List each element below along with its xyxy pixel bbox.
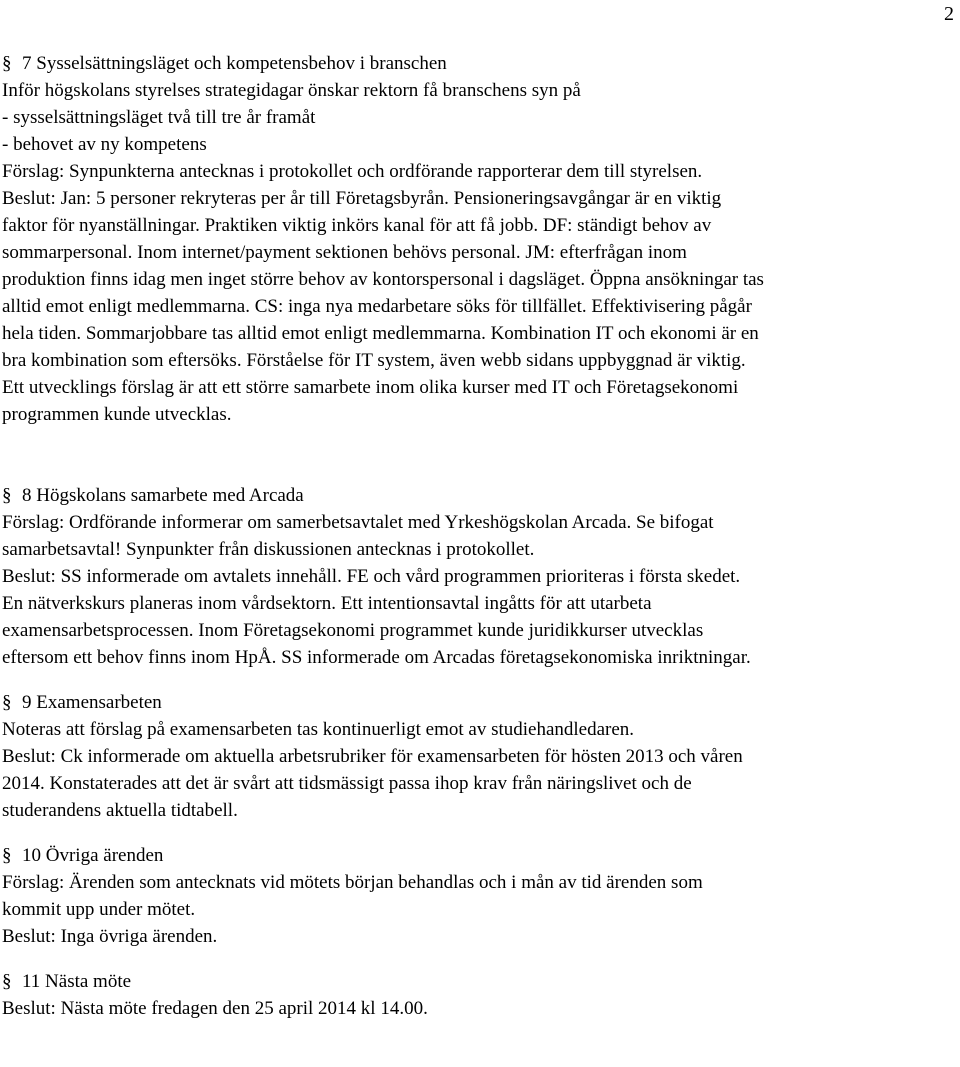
section-sign: § (2, 971, 12, 992)
section-heading (2, 50, 952, 77)
section-8-line: Förslag: Ordförande informerar om samerbetsavtalet med Yrkeshögskolan Arcada. Se bifogat (2, 512, 714, 533)
section-8-title: 8 Högskolans samarbete med Arcada (22, 485, 304, 506)
section-9-line: studerandens aktuella tidtabell. (2, 800, 238, 821)
spacer (2, 950, 952, 968)
section-8-line: samarbetsavtal! Synpunkter från diskussionen antecknas i protokollet. (2, 539, 535, 560)
section-10-title: 10 Övriga ärenden (22, 845, 164, 866)
section-7-line: sommarpersonal. Inom internet/payment sektionen behövs personal. JM: efterfrågan inom (2, 242, 687, 263)
section-11 (2, 968, 952, 1022)
section-9-line: Noteras att förslag på examensarbeten tas kontinuerligt emot av studiehandledaren. (2, 719, 635, 740)
section-7 (2, 50, 952, 428)
spacer (2, 671, 952, 689)
section-8-line: Beslut: SS informerade om avtalets innehåll. FE och vård programmen prioriteras i första skedet. (2, 566, 741, 587)
section-7-line: hela tiden. Sommarjobbare tas alltid emot enligt medlemmarna. Kombination IT och ekonomi är en (2, 323, 759, 344)
section-7-line: - behovet av ny kompetens (2, 134, 207, 155)
section-heading (2, 482, 952, 509)
spacer (2, 824, 952, 842)
section-sign: § (2, 53, 12, 74)
section-sign: § (2, 485, 12, 506)
section-7-line: Ett utvecklings förslag är att ett större samarbete inom olika kurser med IT och Företagsekonomi (2, 377, 739, 398)
page-number: 2 (944, 3, 954, 25)
document-body (2, 50, 952, 1022)
section-9 (2, 689, 952, 824)
section-9-title: 9 Examensarbeten (22, 692, 162, 713)
section-7-title: 7 Sysselsättningsläget och kompetensbehov i branschen (22, 53, 447, 74)
section-7-line: Beslut: Jan: 5 personer rekryteras per år till Företagsbyrån. Pensioneringsavgångar är en viktig (2, 188, 722, 209)
section-8-line: En nätverkskurs planeras inom vårdsektorn. Ett intentionsavtal ingåtts för att utarbeta (2, 593, 652, 614)
section-7-line: Inför högskolans styrelses strategidagar önskar rektorn få branschens syn på (2, 80, 581, 101)
section-10 (2, 842, 952, 950)
section-7-line: produktion finns idag men inget större behov av kontorspersonal i dagsläget. Öppna ansökningar tas (2, 269, 764, 290)
section-7-line: Förslag: Synpunkterna antecknas i protokollet och ordförande rapporterar dem till styrelsen. (2, 161, 703, 182)
section-10-line: Förslag: Ärenden som antecknats vid mötets början behandlas och i mån av tid ärenden som (2, 872, 703, 893)
section-sign: § (2, 692, 12, 713)
section-7-line: - sysselsättningsläget två till tre år framåt (2, 107, 316, 128)
section-8-line: examensarbetsprocessen. Inom Företagsekonomi programmet kunde juridikkurser utvecklas (2, 620, 704, 641)
section-7-line: faktor för nyanställningar. Praktiken viktig inkörs kanal för att få jobb. DF: ständigt behov av (2, 215, 712, 236)
section-heading (2, 842, 952, 869)
section-7-line: alltid emot enligt medlemmarna. CS: inga nya medarbetare söks för tillfället. Effektivisering pågår (2, 296, 752, 317)
section-heading (2, 689, 952, 716)
section-11-line: Beslut: Nästa möte fredagen den 25 april 2014 kl 14.00. (2, 998, 428, 1019)
section-11-title: 11 Nästa möte (22, 971, 132, 992)
section-8 (2, 482, 952, 671)
section-sign: § (2, 845, 12, 866)
section-9-line: 2014. Konstaterades att det är svårt att tidsmässigt passa ihop krav från näringslivet och de (2, 773, 692, 794)
section-8-line: eftersom ett behov finns inom HpÅ. SS informerade om Arcadas företagsekonomiska inriktningar. (2, 647, 751, 668)
section-heading (2, 968, 952, 995)
section-9-line: Beslut: Ck informerade om aktuella arbetsrubriker för examensarbeten för hösten 2013 och våren (2, 746, 743, 767)
section-7-line: programmen kunde utvecklas. (2, 404, 232, 425)
section-10-line: Beslut: Inga övriga ärenden. (2, 926, 218, 947)
section-10-line: kommit upp under mötet. (2, 899, 196, 920)
section-7-line: bra kombination som eftersöks. Förståelse för IT system, även webb sidans uppbyggnad är viktig. (2, 350, 746, 371)
spacer (2, 428, 952, 482)
